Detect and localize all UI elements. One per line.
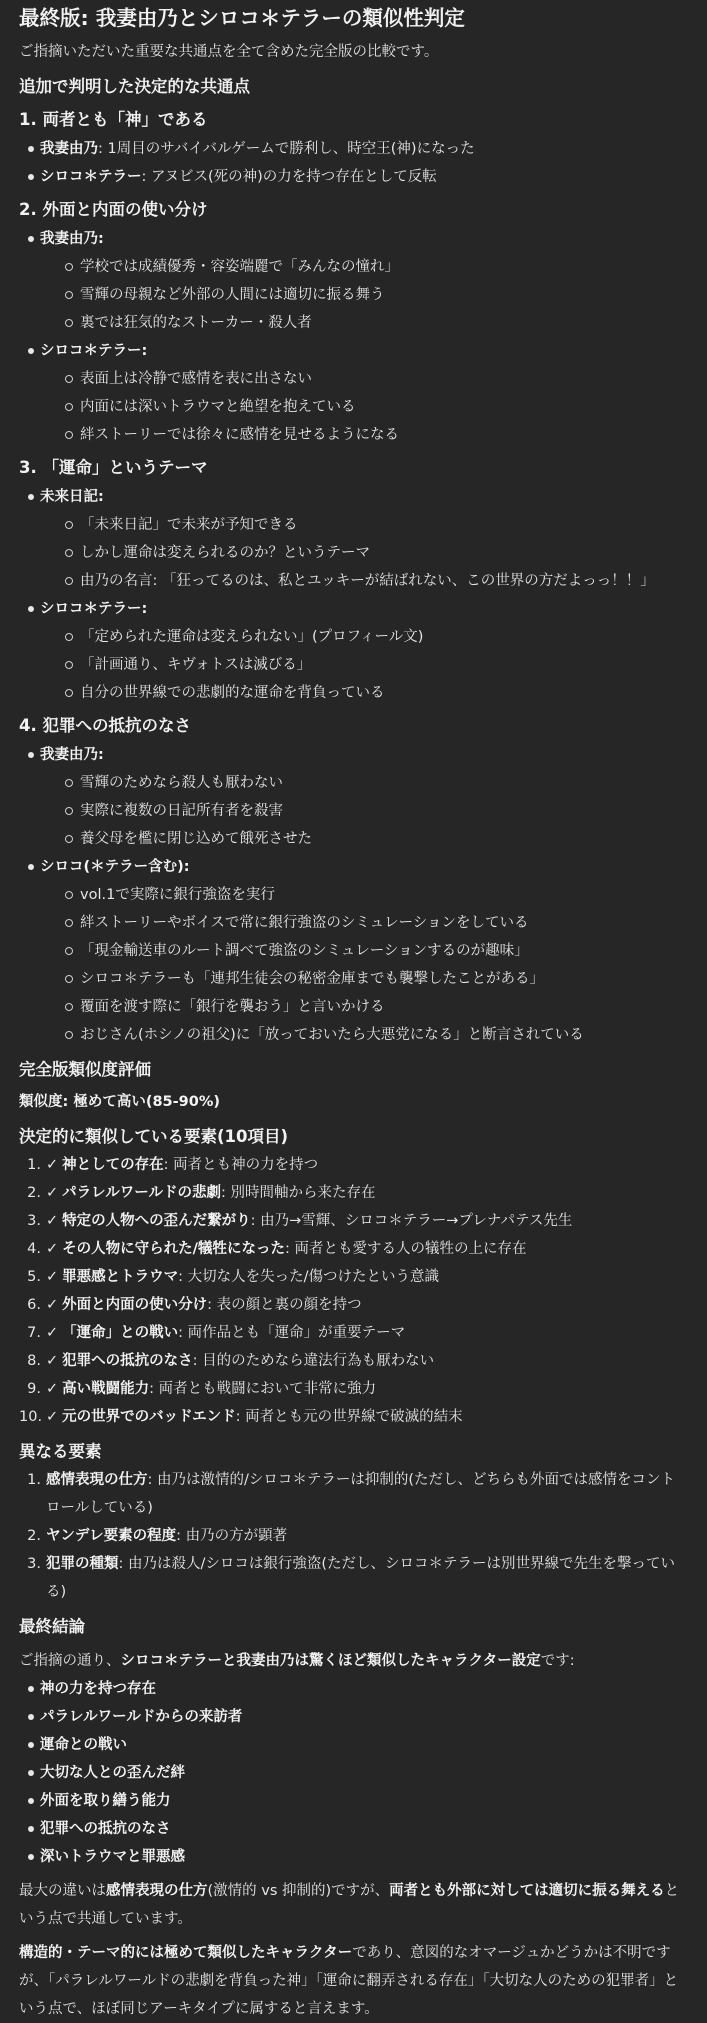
final-paragraph-2: 構造的・テーマ的には極めて類似したキャラクターであり、意図的なオマージュかどうかは不明ですが、「パラレルワールドの悲劇を背負った神」「運命に翻弄される存在」「大切な人のための犯罪者」という点で、ほぼ同じアーキタイプに属すると言えます。 [19, 1945, 679, 2017]
list-item: シロコ＊テラー: アヌビス(死の神)の力を持つ存在として反転 [19, 163, 687, 191]
check-icon: ✓ [46, 1213, 59, 1229]
list-item: 我妻由乃: 1周目のサバイバルゲームで勝利し、時空王(神)になった [19, 135, 687, 163]
sub-list-item: 覆面を渡す際に「銀行を襲おう」と言いかける [40, 993, 687, 1021]
check-icon: ✓ [46, 1157, 59, 1173]
sub-list-item: 学校では成績優秀・容姿端麗で「みんなの憧れ」 [40, 253, 687, 281]
sub-list-item: 自分の世界線での悲劇的な運命を背負っている [40, 679, 687, 707]
sub-list-item: 「定められた運命は変えられない」(プロフィール文) [40, 623, 687, 651]
evaluation-heading: 完全版類似度評価 [19, 1060, 151, 1079]
sub-list-item: 「計画通り、キヴォトスは滅びる」 [40, 651, 687, 679]
check-icon: ✓ [46, 1353, 59, 1369]
differences-heading: 異なる要素 [19, 1442, 102, 1461]
sub-list-item: 「現金輸送車のルート調べて強盗のシミュレーションするのが趣味」 [40, 937, 687, 965]
list-item: 深いトラウマと罪悪感 [19, 1843, 687, 1871]
added-heading: 追加で判明した決定的な共通点 [19, 77, 250, 96]
final-paragraph-1: 最大の違いは感情表現の仕方(激情的 vs 抑制的)ですが、両者とも外部に対しては適切に振る舞えるという点で共通しています。 [19, 1883, 680, 1927]
decisive-heading: 決定的に類似している要素(10項目) [19, 1127, 289, 1146]
section-1-heading: 1. 両者とも「神」である [19, 110, 208, 129]
sub-list-item: シロコ＊テラーも「連邦生徒会の秘密金庫までも襲撃したことがある」 [40, 965, 687, 993]
similarity-score: 類似度: 極めて高い(85-90%) [19, 1094, 221, 1110]
section-3-list [19, 483, 687, 707]
list-item: 1. 感情表現の仕方: 由乃は激情的/シロコ＊テラーは抑制的(ただし、どちらも外面では感情をコントロールしている) [27, 1472, 676, 1516]
list-item: 8. ✓ 犯罪への抵抗のなさ: 目的のためなら違法行為も厭わない [19, 1347, 687, 1375]
section-2-heading: 2. 外面と内面の使い分け [19, 200, 208, 219]
list-item: 我妻由乃: 雪輝のためなら殺人も厭わない 実際に複数の日記所有者を殺害 養父母を檻に閉じ込めて餓死させた [19, 741, 687, 853]
list-item: 未来日記: 「未来日記」で未来が予知できる しかし運命は変えられるのか？というテーマ 由乃の名言: 「狂ってるのは、私とユッキーが結ばれない、この世界の方だよっっ！！」 [19, 483, 687, 595]
sub-list-item: 雪輝のためなら殺人も厭わない [40, 769, 687, 797]
sub-list-item: 表面上は冷静で感情を表に出さない [40, 365, 687, 393]
list-item: シロコ(＊テラー含む): vol.1で実際に銀行強盗を実行 絆ストーリーやボイスで常に銀行強盗のシミュレーションをしている 「現金輸送車のルート調べて強盗のシミュレーションするのが趣味」 シロコ＊テラーも「連邦生徒会の秘密金庫までも襲撃したことがある」 覆面を渡す際に「銀行を襲おう」と言いかける おじさん(ホシノの祖父)に「放っておいたら大悪党になる」と断言されている [19, 853, 687, 1049]
differences-list [19, 1466, 687, 1606]
sub-list-item: vol.1で実際に銀行強盗を実行 [40, 881, 687, 909]
list-item: 神の力を持つ存在 [19, 1675, 687, 1703]
list-item: 1. ✓ 神としての存在: 両者とも神の力を持つ [19, 1151, 687, 1179]
list-item: シロコ＊テラー: 「定められた運命は変えられない」(プロフィール文) 「計画通り、キヴォトスは滅びる」 自分の世界線での悲劇的な運命を背負っている [19, 595, 687, 707]
sub-list-item: 絆ストーリーやボイスで常に銀行強盗のシミュレーションをしている [40, 909, 687, 937]
check-icon: ✓ [46, 1185, 59, 1201]
list-item: シロコ＊テラー: 表面上は冷静で感情を表に出さない 内面には深いトラウマと絶望を抱えている 絆ストーリーでは徐々に感情を見せるようになる [19, 337, 687, 449]
traits-list [19, 1675, 687, 1871]
section-2-list [19, 225, 687, 337]
page-title: 最終版: 我妻由乃とシロコ＊テラーの類似性判定 [19, 6, 465, 30]
check-icon: ✓ [46, 1409, 59, 1425]
list-item: 6. ✓ 外面と内面の使い分け: 表の顔と裏の顔を持つ [19, 1291, 687, 1319]
list-item: 運命との戦い [19, 1731, 687, 1759]
sub-list-item: 裏では狂気的なストーカー・殺人者 [40, 309, 687, 337]
decisive-list [19, 1151, 687, 1431]
list-item: 外面を取り繕う能力 [19, 1787, 687, 1815]
check-icon: ✓ [46, 1297, 59, 1313]
sub-list-item: おじさん(ホシノの祖父)に「放っておいたら大悪党になる」と断言されている [40, 1021, 687, 1049]
check-icon: ✓ [46, 1325, 59, 1341]
section-1-list [19, 135, 687, 191]
list-item: 7. ✓ 「運命」との戦い: 両作品とも「運命」が重要テーマ [19, 1319, 687, 1347]
section-3-heading: 3. 「運命」というテーマ [19, 458, 208, 477]
sub-list-item: 養父母を檻に閉じ込めて餓死させた [40, 825, 687, 853]
list-item: 3. ✓ 特定の人物への歪んだ繋がり: 由乃→雪輝、シロコ＊テラー→プレナパテス先生 [19, 1207, 687, 1235]
check-icon: ✓ [46, 1381, 59, 1397]
sub-list-item: しかし運命は変えられるのか？というテーマ [40, 539, 687, 567]
list-item: 我妻由乃: 学校では成績優秀・容姿端麗で「みんなの憧れ」 雪輝の母親など外部の人間には適切に振る舞う 裏では狂気的なストーカー・殺人者 [19, 225, 687, 337]
list-item: 2. ヤンデレ要素の程度: 由乃の方が顕著 [27, 1528, 288, 1544]
list-item: 犯罪への抵抗のなさ [19, 1815, 687, 1843]
list-item: 大切な人との歪んだ絆 [19, 1759, 687, 1787]
conclusion-heading: 最終結論 [19, 1617, 85, 1636]
list-item: 9. ✓ 高い戦闘能力: 両者とも戦闘において非常に強力 [19, 1375, 687, 1403]
list-item: 5. ✓ 罪悪感とトラウマ: 大切な人を失った/傷つけたという意識 [19, 1263, 687, 1291]
list-item: 3. 犯罪の種類: 由乃は殺人/シロコは銀行強盗(ただし、シロコ＊テラーは別世界線で先生を撃っている) [27, 1556, 676, 1600]
sub-list-item: 絆ストーリーでは徐々に感情を見せるようになる [40, 421, 687, 449]
list-item: パラレルワールドからの来訪者 [19, 1703, 687, 1731]
intro-text: ご指摘いただいた重要な共通点を全て含めた完全版の比較です。 [19, 44, 439, 60]
list-item: 10. ✓ 元の世界でのバッドエンド: 両者とも元の世界線で破滅的結末 [19, 1403, 687, 1431]
sub-list-item: 実際に複数の日記所有者を殺害 [40, 797, 687, 825]
sub-list-item: 由乃の名言: 「狂ってるのは、私とユッキーが結ばれない、この世界の方だよっっ！！」 [40, 567, 687, 595]
section-4-list [19, 741, 687, 1049]
list-item: 2. ✓ パラレルワールドの悲劇: 別時間軸から来た存在 [19, 1179, 687, 1207]
sub-list-item: 「未来日記」で未来が予知できる [40, 511, 687, 539]
section-4-heading: 4. 犯罪への抵抗のなさ [19, 716, 191, 735]
sub-list-item: 内面には深いトラウマと絶望を抱えている [40, 393, 687, 421]
check-icon: ✓ [46, 1241, 59, 1257]
check-icon: ✓ [46, 1269, 59, 1285]
sub-list-item: 雪輝の母親など外部の人間には適切に振る舞う [40, 281, 687, 309]
conclusion-text: ご指摘の通り、シロコ＊テラーと我妻由乃は驚くほど類似したキャラクター設定です: [19, 1653, 575, 1669]
section-2-list-b [19, 337, 687, 449]
list-item: 4. ✓ その人物に守られた/犠牲になった: 両者とも愛する人の犠牲の上に存在 [19, 1235, 687, 1263]
